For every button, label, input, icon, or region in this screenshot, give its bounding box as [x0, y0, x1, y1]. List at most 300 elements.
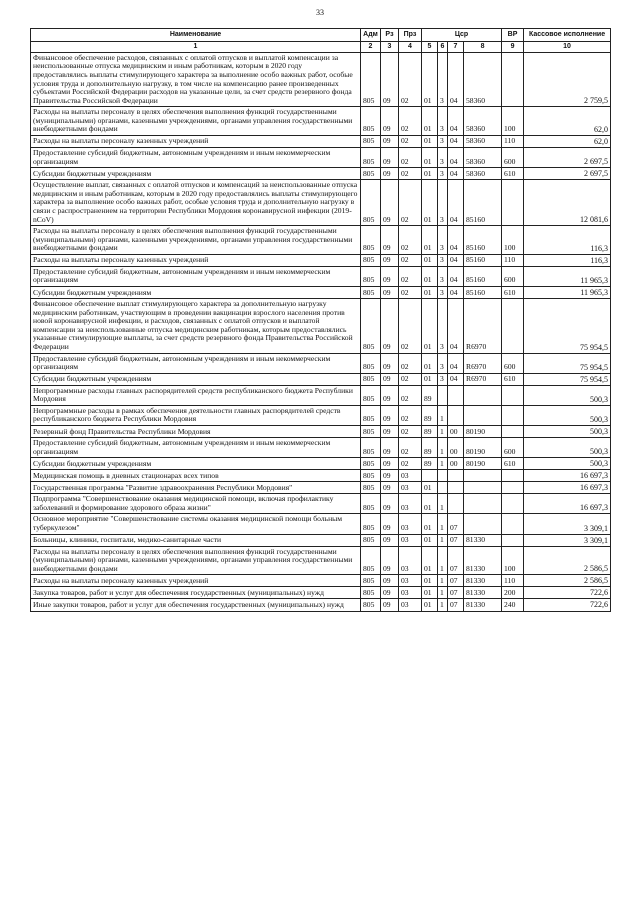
vr-cell: 600 — [502, 266, 524, 286]
header-adm: Адм — [361, 29, 381, 42]
table-row — [31, 534, 611, 546]
csr-direction-cell: 58360 — [464, 52, 502, 106]
adm-cell: 805 — [361, 458, 381, 470]
table-row — [31, 373, 611, 385]
column-number: 5 — [422, 41, 438, 52]
row-name-cell: Осуществление выплат, связанных с оплатой отпусков и компенсаций за неиспользованные отпуска медицинским и иным работникам, которым в 2020 году предоставлялись выплаты стимулирующего характера за выполнение особо важных работ, особые условия труда и дополнительную нагрузку в связи с распространением на территории Республики Мордовия коронавирусной инфекции (2019-nCoV) — [31, 180, 361, 226]
table-row — [31, 575, 611, 587]
csr-program-cell: 89 — [422, 438, 438, 458]
header-name: Наименование — [31, 29, 361, 42]
csr-event-cell: 04 — [448, 287, 464, 299]
prz-cell: 02 — [399, 299, 422, 353]
header-row — [31, 29, 611, 42]
csr-subprogram-cell: 1 — [438, 575, 448, 587]
vr-cell: 610 — [502, 168, 524, 180]
csr-subprogram-cell: 3 — [438, 287, 448, 299]
table-row — [31, 587, 611, 599]
csr-program-cell: 01 — [422, 180, 438, 226]
csr-subprogram-cell: 3 — [438, 168, 448, 180]
prz-cell: 02 — [399, 287, 422, 299]
vr-cell: 200 — [502, 587, 524, 599]
vr-cell: 110 — [502, 575, 524, 587]
row-name-cell: Основное мероприятие "Совершенствование системы оказания медицинской помощи больным туберкулезом" — [31, 514, 361, 534]
adm-cell: 805 — [361, 385, 381, 405]
rz-cell: 09 — [381, 438, 399, 458]
amount-cell: 3 309,1 — [524, 534, 611, 546]
table-row — [31, 226, 611, 255]
adm-cell: 805 — [361, 438, 381, 458]
rz-cell: 09 — [381, 373, 399, 385]
adm-cell: 805 — [361, 107, 381, 136]
csr-direction-cell: 81330 — [464, 575, 502, 587]
csr-subprogram-cell: 3 — [438, 266, 448, 286]
row-name-cell: Расходы на выплаты персоналу в целях обеспечения выполнения функций государственными (муниципальными) органами, казенными учреждениями, органами управления государственными внебюджетными фондами — [31, 226, 361, 255]
vr-cell — [502, 470, 524, 482]
rz-cell: 09 — [381, 534, 399, 546]
csr-program-cell: 01 — [422, 546, 438, 575]
csr-event-cell: 07 — [448, 514, 464, 534]
csr-event-cell: 07 — [448, 587, 464, 599]
row-name-cell: Закупка товаров, работ и услуг для обеспечения государственных (муниципальных) нужд — [31, 587, 361, 599]
row-name-cell: Медицинская помощь в дневных стационарах всех типов — [31, 470, 361, 482]
adm-cell: 805 — [361, 575, 381, 587]
amount-cell: 16 697,3 — [524, 482, 611, 494]
prz-cell: 02 — [399, 180, 422, 226]
csr-direction-cell: R6970 — [464, 299, 502, 353]
column-number: 8 — [464, 41, 502, 52]
header-prz: Прз — [399, 29, 422, 42]
row-name-cell: Непрограммные расходы в рамках обеспечения деятельности главных распорядителей средств республиканского бюджета Республики Мордовия — [31, 405, 361, 425]
prz-cell: 03 — [399, 546, 422, 575]
table-body — [31, 52, 611, 611]
amount-cell: 12 081,6 — [524, 180, 611, 226]
csr-event-cell: 07 — [448, 575, 464, 587]
csr-program-cell: 01 — [422, 599, 438, 611]
csr-event-cell: 04 — [448, 299, 464, 353]
vr-cell: 610 — [502, 458, 524, 470]
csr-subprogram-cell: 3 — [438, 52, 448, 106]
prz-cell: 03 — [399, 534, 422, 546]
adm-cell: 805 — [361, 266, 381, 286]
amount-cell: 722,6 — [524, 599, 611, 611]
row-name-cell: Расходы на выплаты персоналу в целях обеспечения выполнения функций государственными (муниципальными) органами, казенными учреждениями, органами управления государственными внебюджетными фондами — [31, 107, 361, 136]
header-csr: Цср — [422, 29, 502, 42]
adm-cell: 805 — [361, 299, 381, 353]
rz-cell: 09 — [381, 405, 399, 425]
adm-cell: 805 — [361, 514, 381, 534]
table-row — [31, 180, 611, 226]
csr-direction-cell — [464, 494, 502, 514]
csr-program-cell — [422, 470, 438, 482]
prz-cell: 02 — [399, 52, 422, 106]
row-name-cell: Непрограммные расходы главных распорядителей средств республиканского бюджета Республики Мордовия — [31, 385, 361, 405]
csr-program-cell: 01 — [422, 373, 438, 385]
csr-event-cell — [448, 405, 464, 425]
prz-cell: 02 — [399, 168, 422, 180]
rz-cell: 09 — [381, 136, 399, 148]
csr-subprogram-cell: 3 — [438, 299, 448, 353]
prz-cell: 03 — [399, 470, 422, 482]
table-row — [31, 514, 611, 534]
csr-event-cell: 04 — [448, 52, 464, 106]
csr-event-cell: 07 — [448, 534, 464, 546]
prz-cell: 02 — [399, 438, 422, 458]
table-row — [31, 470, 611, 482]
amount-cell: 11 965,3 — [524, 266, 611, 286]
csr-direction-cell — [464, 482, 502, 494]
row-name-cell: Расходы на выплаты персоналу казенных учреждений — [31, 254, 361, 266]
amount-cell: 75 954,5 — [524, 373, 611, 385]
csr-event-cell: 00 — [448, 458, 464, 470]
header-rz: Рз — [381, 29, 399, 42]
adm-cell: 805 — [361, 373, 381, 385]
rz-cell: 09 — [381, 587, 399, 599]
csr-program-cell: 01 — [422, 266, 438, 286]
prz-cell: 02 — [399, 107, 422, 136]
row-name-cell: Расходы на выплаты персоналу в целях обеспечения выполнения функций государственными (муниципальными) органами, казенными учреждениями, органами управления государственными внебюджетными фондами — [31, 546, 361, 575]
row-name-cell: Субсидии бюджетным учреждениям — [31, 287, 361, 299]
vr-cell: 100 — [502, 226, 524, 255]
amount-cell: 3 309,1 — [524, 514, 611, 534]
column-number: 4 — [399, 41, 422, 52]
amount-cell: 500,3 — [524, 405, 611, 425]
header-vr: ВР — [502, 29, 524, 42]
csr-subprogram-cell: 1 — [438, 438, 448, 458]
adm-cell: 805 — [361, 353, 381, 373]
rz-cell: 09 — [381, 353, 399, 373]
csr-program-cell: 89 — [422, 426, 438, 438]
csr-direction-cell: 85160 — [464, 226, 502, 255]
csr-program-cell: 01 — [422, 587, 438, 599]
vr-cell — [502, 482, 524, 494]
row-name-cell: Финансовое обеспечение выплат стимулирующего характера за дополнительную нагрузку медицинским работникам, участвующим в проведении вакцинации взрослого населения против новой коронавирусной инфекции, и расходов, связанных с оплатой отпусков и выплатой компенсации за неиспользованные отпуска медицинским работникам, которым предоставлялись указанные стимулирующие выплаты, за счет средств резервного фонда Правительства Российской Федерации — [31, 299, 361, 353]
csr-subprogram-cell: 1 — [438, 458, 448, 470]
header-amount: Кассовое исполнение — [524, 29, 611, 42]
csr-subprogram-cell: 1 — [438, 546, 448, 575]
csr-program-cell: 01 — [422, 136, 438, 148]
csr-direction-cell: 85160 — [464, 287, 502, 299]
amount-cell: 16 697,3 — [524, 470, 611, 482]
prz-cell: 02 — [399, 266, 422, 286]
vr-cell: 100 — [502, 107, 524, 136]
table-row — [31, 168, 611, 180]
prz-cell: 02 — [399, 426, 422, 438]
csr-program-cell: 01 — [422, 168, 438, 180]
csr-subprogram-cell: 1 — [438, 426, 448, 438]
csr-program-cell: 01 — [422, 148, 438, 168]
rz-cell: 09 — [381, 599, 399, 611]
rz-cell: 09 — [381, 266, 399, 286]
csr-event-cell: 04 — [448, 353, 464, 373]
vr-cell — [502, 514, 524, 534]
rz-cell: 09 — [381, 148, 399, 168]
csr-event-cell — [448, 470, 464, 482]
adm-cell: 805 — [361, 426, 381, 438]
table-row — [31, 458, 611, 470]
adm-cell: 805 — [361, 405, 381, 425]
row-name-cell: Подпрограмма "Совершенствование оказания медицинской помощи, включая профилактику заболеваний и формирование здорового образа жизни" — [31, 494, 361, 514]
vr-cell: 240 — [502, 599, 524, 611]
vr-cell: 600 — [502, 438, 524, 458]
amount-cell: 500,3 — [524, 385, 611, 405]
csr-event-cell: 04 — [448, 373, 464, 385]
amount-cell: 2 697,5 — [524, 148, 611, 168]
rz-cell: 09 — [381, 494, 399, 514]
csr-program-cell: 01 — [422, 299, 438, 353]
table-row — [31, 385, 611, 405]
amount-cell: 2 697,5 — [524, 168, 611, 180]
csr-direction-cell: R6970 — [464, 353, 502, 373]
prz-cell: 03 — [399, 482, 422, 494]
rz-cell: 09 — [381, 575, 399, 587]
table-row — [31, 438, 611, 458]
row-name-cell: Субсидии бюджетным учреждениям — [31, 168, 361, 180]
csr-subprogram-cell: 1 — [438, 494, 448, 514]
table-row — [31, 136, 611, 148]
csr-program-cell: 89 — [422, 385, 438, 405]
column-number: 10 — [524, 41, 611, 52]
csr-event-cell: 04 — [448, 107, 464, 136]
csr-program-cell: 01 — [422, 514, 438, 534]
csr-subprogram-cell: 1 — [438, 405, 448, 425]
csr-event-cell — [448, 482, 464, 494]
csr-direction-cell: 80190 — [464, 426, 502, 438]
row-name-cell: Предоставление субсидий бюджетным, автономным учреждениям и иным некоммерческим организациям — [31, 266, 361, 286]
adm-cell: 805 — [361, 180, 381, 226]
csr-direction-cell — [464, 385, 502, 405]
vr-cell — [502, 299, 524, 353]
prz-cell: 03 — [399, 599, 422, 611]
amount-cell: 500,3 — [524, 458, 611, 470]
csr-direction-cell: 81330 — [464, 599, 502, 611]
csr-direction-cell: 81330 — [464, 546, 502, 575]
row-name-cell: Предоставление субсидий бюджетным, автономным учреждениям и иным некоммерческим организациям — [31, 148, 361, 168]
vr-cell: 100 — [502, 546, 524, 575]
csr-subprogram-cell: 1 — [438, 599, 448, 611]
csr-direction-cell: 85160 — [464, 254, 502, 266]
vr-cell — [502, 494, 524, 514]
csr-subprogram-cell: 3 — [438, 353, 448, 373]
rz-cell: 09 — [381, 180, 399, 226]
row-name-cell: Больницы, клиники, госпитали, медико-санитарные части — [31, 534, 361, 546]
amount-cell: 75 954,5 — [524, 353, 611, 373]
amount-cell: 116,3 — [524, 254, 611, 266]
csr-event-cell: 07 — [448, 599, 464, 611]
amount-cell: 2 759,5 — [524, 52, 611, 106]
csr-event-cell: 04 — [448, 168, 464, 180]
csr-program-cell: 01 — [422, 575, 438, 587]
vr-cell — [502, 534, 524, 546]
csr-direction-cell: 80190 — [464, 438, 502, 458]
amount-cell: 62,0 — [524, 136, 611, 148]
adm-cell: 805 — [361, 226, 381, 255]
csr-program-cell: 89 — [422, 458, 438, 470]
csr-event-cell: 04 — [448, 148, 464, 168]
row-name-cell: Резервный фонд Правительства Республики Мордовия — [31, 426, 361, 438]
csr-program-cell: 01 — [422, 107, 438, 136]
adm-cell: 805 — [361, 534, 381, 546]
amount-cell: 75 954,5 — [524, 299, 611, 353]
csr-event-cell: 04 — [448, 180, 464, 226]
table-row — [31, 266, 611, 286]
csr-program-cell: 01 — [422, 287, 438, 299]
csr-program-cell: 01 — [422, 494, 438, 514]
adm-cell: 805 — [361, 287, 381, 299]
table-row — [31, 52, 611, 106]
csr-subprogram-cell: 1 — [438, 587, 448, 599]
csr-event-cell: 04 — [448, 136, 464, 148]
amount-cell: 11 965,3 — [524, 287, 611, 299]
row-name-cell: Субсидии бюджетным учреждениям — [31, 458, 361, 470]
amount-cell: 16 697,3 — [524, 494, 611, 514]
prz-cell: 03 — [399, 494, 422, 514]
vr-cell: 110 — [502, 254, 524, 266]
adm-cell: 805 — [361, 482, 381, 494]
adm-cell: 805 — [361, 587, 381, 599]
table-row — [31, 405, 611, 425]
prz-cell: 03 — [399, 514, 422, 534]
csr-program-cell: 01 — [422, 534, 438, 546]
csr-subprogram-cell: 1 — [438, 514, 448, 534]
csr-direction-cell — [464, 405, 502, 425]
csr-subprogram-cell — [438, 482, 448, 494]
table-row — [31, 353, 611, 373]
table-row — [31, 546, 611, 575]
prz-cell: 02 — [399, 254, 422, 266]
csr-subprogram-cell: 3 — [438, 226, 448, 255]
vr-cell: 610 — [502, 373, 524, 385]
rz-cell: 09 — [381, 546, 399, 575]
page-number: 33 — [316, 8, 324, 17]
rz-cell: 09 — [381, 168, 399, 180]
rz-cell: 09 — [381, 385, 399, 405]
csr-direction-cell: 85160 — [464, 180, 502, 226]
csr-event-cell: 00 — [448, 438, 464, 458]
amount-cell: 2 586,5 — [524, 546, 611, 575]
row-name-cell: Расходы на выплаты персоналу казенных учреждений — [31, 575, 361, 587]
csr-subprogram-cell: 3 — [438, 107, 448, 136]
amount-cell: 116,3 — [524, 226, 611, 255]
csr-program-cell: 01 — [422, 482, 438, 494]
vr-cell — [502, 405, 524, 425]
column-number-row — [31, 41, 611, 52]
row-name-cell: Иные закупки товаров, работ и услуг для обеспечения государственных (муниципальных) нужд — [31, 599, 361, 611]
csr-direction-cell: 81330 — [464, 587, 502, 599]
csr-program-cell: 89 — [422, 405, 438, 425]
rz-cell: 09 — [381, 458, 399, 470]
table-row — [31, 148, 611, 168]
rz-cell: 09 — [381, 470, 399, 482]
row-name-cell: Субсидии бюджетным учреждениям — [31, 373, 361, 385]
prz-cell: 03 — [399, 587, 422, 599]
table-row — [31, 599, 611, 611]
column-number: 2 — [361, 41, 381, 52]
vr-cell: 600 — [502, 148, 524, 168]
rz-cell: 09 — [381, 482, 399, 494]
row-name-cell: Предоставление субсидий бюджетным, автономным учреждениям и иным некоммерческим организациям — [31, 438, 361, 458]
csr-subprogram-cell: 3 — [438, 254, 448, 266]
csr-direction-cell: 58360 — [464, 168, 502, 180]
row-name-cell: Государственная программа "Развитие здравоохранения Республики Мордовия" — [31, 482, 361, 494]
csr-direction-cell: 81330 — [464, 534, 502, 546]
prz-cell: 03 — [399, 575, 422, 587]
column-number: 1 — [31, 41, 361, 52]
csr-direction-cell — [464, 470, 502, 482]
csr-subprogram-cell: 3 — [438, 148, 448, 168]
csr-subprogram-cell: 3 — [438, 180, 448, 226]
csr-event-cell: 00 — [448, 426, 464, 438]
vr-cell — [502, 385, 524, 405]
column-number: 6 — [438, 41, 448, 52]
rz-cell: 09 — [381, 299, 399, 353]
csr-event-cell: 04 — [448, 266, 464, 286]
budget-table — [30, 28, 611, 612]
prz-cell: 02 — [399, 385, 422, 405]
row-name-cell: Расходы на выплаты персоналу казенных учреждений — [31, 136, 361, 148]
csr-program-cell: 01 — [422, 254, 438, 266]
prz-cell: 02 — [399, 353, 422, 373]
csr-direction-cell: 58360 — [464, 107, 502, 136]
rz-cell: 09 — [381, 514, 399, 534]
adm-cell: 805 — [361, 599, 381, 611]
csr-direction-cell — [464, 514, 502, 534]
prz-cell: 02 — [399, 148, 422, 168]
csr-event-cell: 07 — [448, 546, 464, 575]
adm-cell: 805 — [361, 148, 381, 168]
vr-cell — [502, 426, 524, 438]
csr-event-cell: 04 — [448, 254, 464, 266]
adm-cell: 805 — [361, 494, 381, 514]
table-row — [31, 107, 611, 136]
row-name-cell: Финансовое обеспечение расходов, связанных с оплатой отпусков и выплатой компенсации за неиспользованные отпуска медицинским и иным работникам, которым в 2020 году предоставлялись выплаты стимулирующего характера за выполнение особо важных работ, особые условия труда и дополнительную нагрузку, в том числе на компенсацию ранее произведенных субъектами Российской Федерации расходов на указанные цели, за счет средств резервного фонда Правительства Российской Федерации — [31, 52, 361, 106]
csr-direction-cell: R6970 — [464, 373, 502, 385]
table-row — [31, 494, 611, 514]
vr-cell: 610 — [502, 287, 524, 299]
csr-event-cell — [448, 494, 464, 514]
csr-direction-cell: 80190 — [464, 458, 502, 470]
column-number: 7 — [448, 41, 464, 52]
prz-cell: 02 — [399, 458, 422, 470]
rz-cell: 09 — [381, 52, 399, 106]
table-row — [31, 254, 611, 266]
table-row — [31, 482, 611, 494]
prz-cell: 02 — [399, 226, 422, 255]
amount-cell: 2 586,5 — [524, 575, 611, 587]
table-row — [31, 426, 611, 438]
rz-cell: 09 — [381, 107, 399, 136]
vr-cell — [502, 52, 524, 106]
column-number: 3 — [381, 41, 399, 52]
csr-subprogram-cell — [438, 385, 448, 405]
prz-cell: 02 — [399, 405, 422, 425]
rz-cell: 09 — [381, 226, 399, 255]
csr-event-cell: 04 — [448, 226, 464, 255]
csr-subprogram-cell: 3 — [438, 373, 448, 385]
adm-cell: 805 — [361, 52, 381, 106]
csr-program-cell: 01 — [422, 226, 438, 255]
prz-cell: 02 — [399, 373, 422, 385]
prz-cell: 02 — [399, 136, 422, 148]
table-row — [31, 299, 611, 353]
adm-cell: 805 — [361, 136, 381, 148]
vr-cell: 600 — [502, 353, 524, 373]
adm-cell: 805 — [361, 254, 381, 266]
adm-cell: 805 — [361, 470, 381, 482]
adm-cell: 805 — [361, 168, 381, 180]
table-row — [31, 287, 611, 299]
column-number: 9 — [502, 41, 524, 52]
amount-cell: 722,6 — [524, 587, 611, 599]
